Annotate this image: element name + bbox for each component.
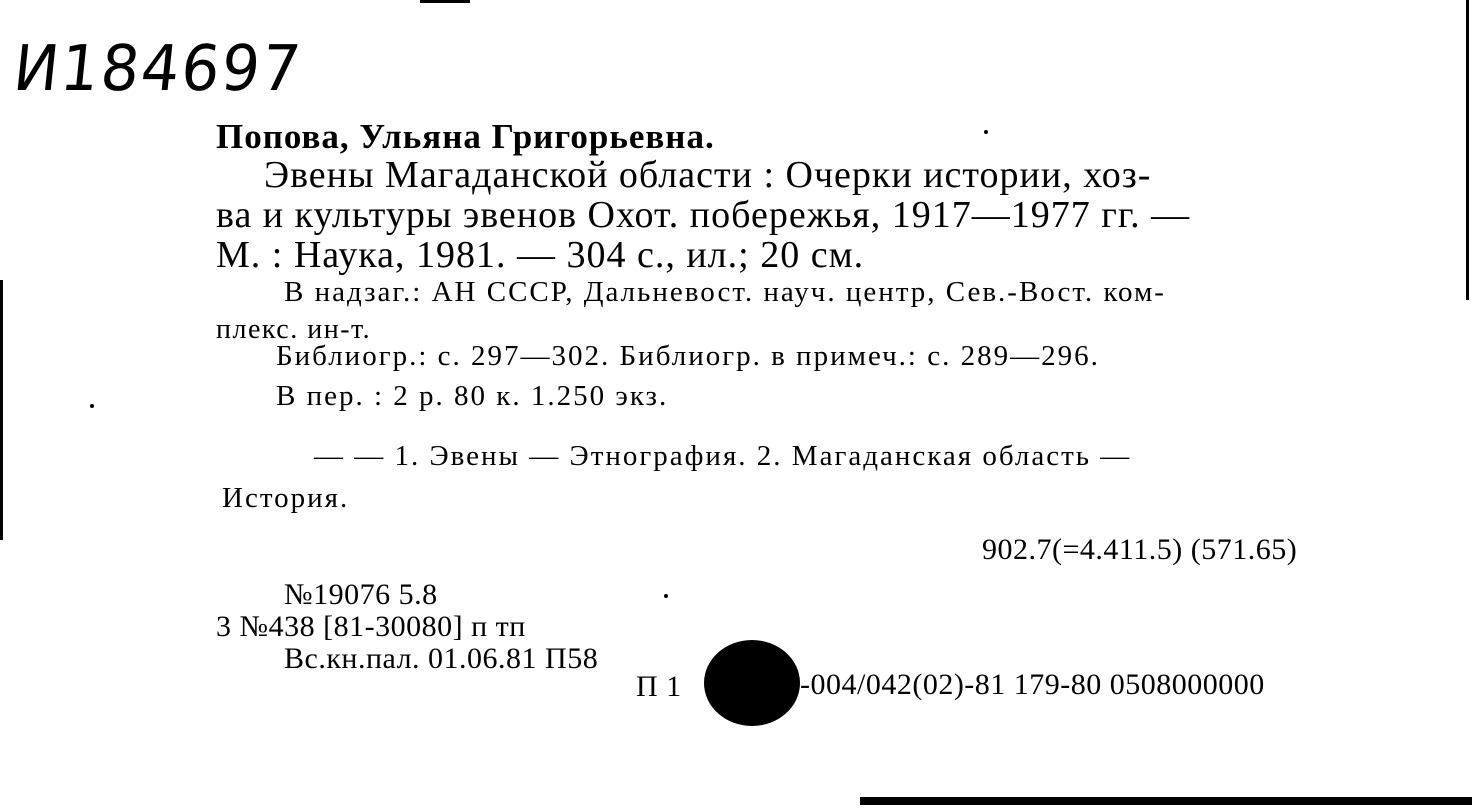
speck (90, 404, 94, 408)
title-line-2: ва и культуры эвенов Охот. побережья, 1917—1977 гг. — (216, 194, 1191, 236)
code-suffix: -004/042(02)-81 179-80 0508000000 (800, 668, 1265, 701)
classification-index: 902.7(=4.411.5) (571.65) (982, 533, 1298, 566)
ink-blot (704, 640, 800, 726)
speck (664, 594, 668, 598)
order-number: №19076 5.8 (284, 578, 438, 611)
title-line-1: Эвены Магаданской области : Очерки истории, хоз- (264, 154, 1152, 196)
bottom-edge-line (860, 797, 1472, 805)
author-heading: Попова, Ульяна Григорьевна. (216, 117, 715, 156)
subjects-line-1: — — 1. Эвены — Этнография. 2. Магаданская область — (314, 440, 1132, 472)
code-prefix: П 1 (636, 670, 682, 703)
title-line-3: М. : Наука, 1981. — 304 с., ил.; 20 см. (216, 234, 865, 276)
top-mark (420, 0, 470, 3)
bibliography-note: Библиогр.: с. 297—302. Библиогр. в примеч.: с. 289—296. (276, 340, 1100, 372)
chamber-record: Вс.кн.пал. 01.06.81 П58 (284, 642, 599, 675)
handwritten-inventory-number: И184697 (10, 32, 306, 106)
left-edge-line (0, 280, 3, 540)
notes-line-2: плекс. ин-т. (216, 314, 372, 345)
speck (984, 130, 988, 134)
subjects-line-2: История. (222, 482, 350, 514)
notes-line-1: В надзаг.: АН СССР, Дальневост. науч. центр, Сев.-Вост. ком- (284, 276, 1166, 308)
print-info: 3 №438 [81-30080] п тп (216, 610, 526, 643)
price-edition: В пер. : 2 р. 80 к. 1.250 экз. (276, 380, 669, 412)
right-edge-line (1466, 0, 1469, 300)
